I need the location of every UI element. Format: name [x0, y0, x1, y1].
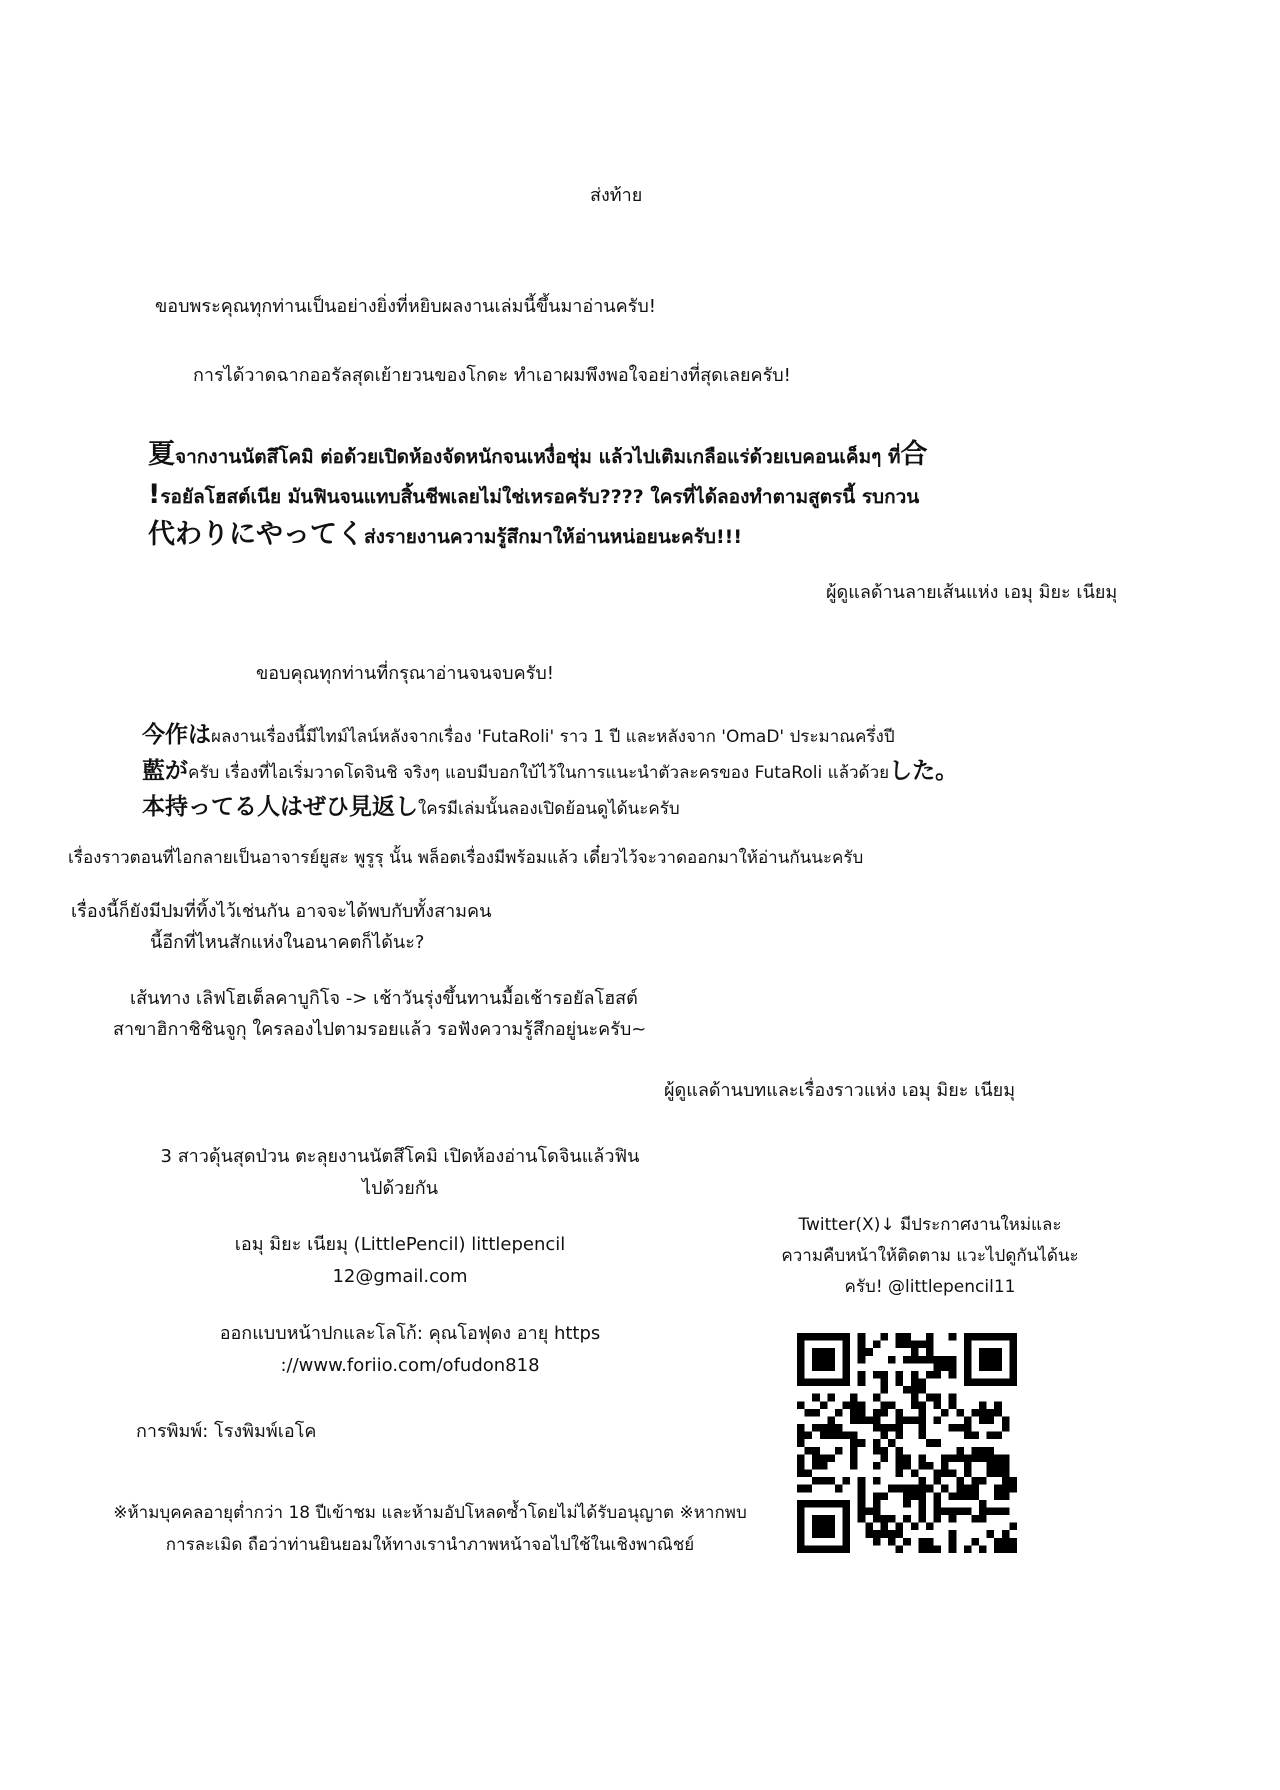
timeline-line-3-th: ใครมีเล่มนั้นลองเปิดย้อนดูได้นะครับ [418, 799, 680, 819]
qr-code-graphic [797, 1333, 1017, 1553]
artist-thanks: ขอบพระคุณทุกท่านเป็นอย่างยิ่งที่หยิบผลงานเล่มนี้ขึ้นมาอ่านครับ! [155, 296, 656, 317]
writer-loose-ends-line-1: เรื่องนี้ก็ยังมีปมที่ทิ้งไว้เช่นกัน อาจจะได้พบกับทั้งสามคน [71, 901, 492, 922]
twitter-block [770, 1210, 1090, 1303]
writer-timeline-paragraph [142, 718, 958, 826]
timeline-line-2 [142, 754, 958, 790]
writer-loose-ends-line-2: นี้อีกที่ไหนสักแห่งในอนาคตก็ได้นะ? [150, 932, 425, 953]
colophon-design-line-1: ออกแบบหน้าปกและโลโก้: คุณโอฟุดง อายุ https [219, 1323, 601, 1344]
notice-line-2: การละเมิด ถือว่าท่านยินยอมให้ทางเรานำภาพหน้าจอไปใช้ในเชิงพาณิชย์ [165, 1535, 695, 1555]
recipe-line-1-jp-end: 合 [900, 439, 928, 470]
timeline-line-3 [142, 790, 958, 826]
qr-code-icon[interactable] [797, 1333, 1017, 1553]
colophon-author-line-1: เอมุ มิยะ เนียมุ (LittlePencil) littlepencil [234, 1234, 566, 1255]
colophon-author-email: 12@gmail.com [332, 1266, 468, 1287]
twitter-handle[interactable]: ครับ! @littlepencil11 [844, 1277, 1016, 1297]
recipe-line-1-jp: 夏 [148, 439, 175, 470]
writer-sequel-note: เรื่องราวตอนที่ไอกลายเป็นอาจารย์ยูสะ พูรูรุ นั้น พล็อตเรื่องมีพร้อมแล้ว เดี๋ยวไว้จะวาดออกมาให้อ่านกันนะครับ [68, 848, 864, 868]
twitter-line-2: ความคืบหน้าให้ติดตาม แวะไปดูกันได้นะ [781, 1246, 1079, 1266]
recipe-line-2 [148, 475, 927, 515]
recipe-line-2-jp: ! [148, 479, 161, 510]
writer-signature: ผู้ดูแลด้านบทและเรื่องราวแห่ง เอมุ มิยะ เนียมุ [664, 1080, 1016, 1101]
colophon-title-line-1: 3 สาวดุ้นสุดป่วน ตะลุยงานนัตสึโคมิ เปิดห้องอ่านโดจินแล้วฟิน [160, 1146, 640, 1167]
recipe-line-3-jp: 代わりにやってく [148, 519, 364, 550]
colophon-title-line-2: ไปด้วยกัน [361, 1178, 439, 1199]
writer-route-line-2: สาขาฮิกาชิชินจูกุ ใครลองไปตามรอยแล้ว รอฟังความรู้สึกอยู่นะครับ~ [113, 1019, 647, 1040]
colophon-notice [90, 1497, 770, 1561]
timeline-line-2-jp-end: した。 [889, 758, 959, 784]
colophon-title [130, 1141, 670, 1205]
page-title: ส่งท้าย [590, 185, 643, 206]
writer-route-line-1: เส้นทาง เลิฟโฮเต็ลคาบูกิโจ -> เช้าวันรุ่งขึ้นทานมื้อเช้ารอยัลโฮสต์ [130, 988, 638, 1009]
timeline-line-1-jp: 今作は [142, 722, 211, 748]
artist-oral-scene-note: การได้วาดฉากออรัลสุดเย้ายวนของโกดะ ทำเอาผมพึงพอใจอย่างที่สุดเลยครับ! [193, 365, 791, 386]
timeline-line-1-th: ผลงานเรื่องนี้มีไทม์ไลน์หลังจากเรื่อง 'FutaRoli' ราว 1 ปี และหลังจาก 'OmaD' ประมาณครึ่งปี [211, 727, 895, 747]
twitter-line-1: Twitter(X)↓ มีประกาศงานใหม่และ [798, 1215, 1062, 1235]
colophon-design [150, 1318, 670, 1382]
notice-line-1: ※ห้ามบุคคลอายุต่ำกว่า 18 ปีเข้าชม และห้ามอัปโหลดซ้ำโดยไม่ได้รับอนุญาต ※หากพบ [113, 1503, 747, 1523]
writer-thanks: ขอบคุณทุกท่านที่กรุณาอ่านจนจบครับ! [256, 663, 554, 684]
artist-signature: ผู้ดูแลด้านลายเส้นแห่ง เอมุ มิยะ เนียมุ [826, 582, 1118, 603]
artist-recipe-paragraph [148, 435, 927, 555]
timeline-line-1 [142, 718, 958, 754]
colophon-printer: การพิมพ์: โรงพิมพ์เอโค [136, 1421, 317, 1442]
recipe-line-1 [148, 435, 927, 475]
recipe-line-3-th: ส่งรายงานความรู้สึกมาให้อ่านหน่อยนะครับ!!! [364, 526, 742, 548]
colophon-author [140, 1229, 660, 1293]
timeline-line-2-th: ครับ เรื่องที่ไอเริ่มวาดโดจินชิ จริงๆ แอบมีบอกใบ้ไว้ในการแนะนำตัวละครของ FutaRoli แล้วด้วย [188, 763, 890, 783]
recipe-line-1-th: จากงานนัตสึโคมิ ต่อด้วยเปิดห้องจัดหนักจนเหงื่อชุ่ม แล้วไปเติมเกลือแร่ด้วยเบคอนเค็มๆ ที่ [175, 446, 901, 468]
timeline-line-2-jp: 藍が [142, 758, 188, 784]
timeline-line-3-jp: 本持ってる人はぜひ見返し [142, 794, 418, 820]
recipe-line-3 [148, 515, 927, 555]
colophon-design-url: ://www.foriio.com/ofudon818 [280, 1355, 540, 1376]
recipe-line-2-th: รอยัลโฮสต์เนีย มันฟินจนแทบสิ้นชีพเลยไม่ใช่เหรอครับ???? ใครที่ได้ลองทำตามสูตรนี้ รบกวน [160, 486, 920, 508]
